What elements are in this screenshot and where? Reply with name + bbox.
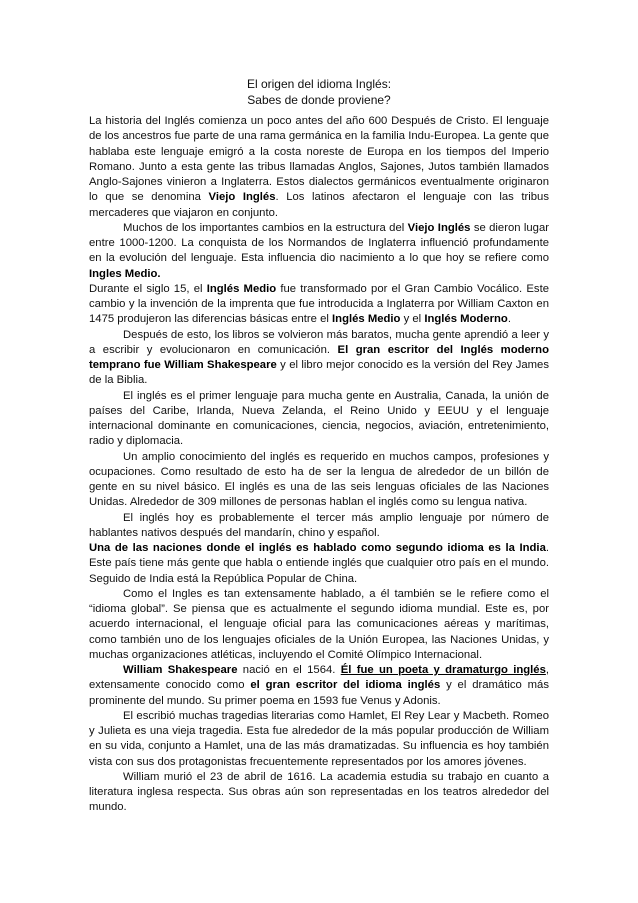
title-line-2: Sabes de donde proviene? bbox=[247, 93, 391, 107]
paragraph bbox=[89, 328, 549, 389]
paragraph-text: Muchos de los importantes cambios en la estructura del bbox=[123, 221, 408, 234]
bold-emphasis: Inglés Medio bbox=[206, 282, 277, 295]
paragraph-text: Después de esto, los libros se volvieron más baratos, mucha gente aprendió a leer y a escribir y evolucionaron en comunicación. bbox=[89, 328, 549, 356]
paragraph-text: William murió el 23 de abril de 1616. La academia estudia su trabajo en cuanto a literatura inglesa respecta. Sus obras aún son representadas en los teatros alrededor del mundo. bbox=[89, 770, 549, 814]
bold-emphasis: Viejo Inglés bbox=[407, 221, 471, 234]
paragraph bbox=[89, 282, 549, 328]
paragraph bbox=[89, 389, 549, 450]
bold-emphasis: Una de las naciones donde el inglés es hablado como segundo idioma es la India bbox=[89, 542, 546, 554]
bold-emphasis: El gran escritor del Inglés moderno temprano fue William Shakespeare bbox=[89, 343, 549, 371]
paragraph-text: nació en el 1564. bbox=[237, 664, 341, 676]
bold-emphasis: Él fue un poeta y dramaturgo inglés bbox=[340, 664, 546, 676]
paragraph-text: y el bbox=[400, 313, 425, 326]
paragraph bbox=[89, 114, 549, 221]
paragraph-text: El inglés es el primer lenguaje para mucha gente en Australia, Canada, la unión de países del Caribe, Irlanda, Nueva Zelanda, el Reino Unido y EEUU y el lenguaje internacional dominante en comunicaciones, ciencia, negocios, aviación, entretenimiento, radio y diplomacia. bbox=[89, 389, 549, 448]
paragraph bbox=[89, 541, 549, 587]
paragraph bbox=[89, 709, 549, 770]
paragraph bbox=[89, 663, 549, 709]
bold-emphasis: Inglés Medio bbox=[332, 313, 401, 326]
paragraph-text: Como el Ingles es tan extensamente hablado, a él también se le refiere como el “idioma global”. Se piensa que es actualmente el segundo idioma mundial. Este es, por acuerdo internacional, el lenguaje oficial para las comunicaciones aéreas y marítimas, como también uno de los lenguajes oficiales de la Unión Europea, las Naciones Unidas, y muchas organizaciones atléticas, incluyendo el Comité Olímpico Internacional. bbox=[89, 587, 549, 661]
paragraph-text: Un amplio conocimiento del inglés es requerido en muchos campos, profesiones y ocupaciones. Como resultado de esto ha de ser la lengua de alrededor de un billón de gente en su nivel básico. El inglés es una de las seis lenguas oficiales de las Naciones Unidas. Alrededor de 309 millones de personas hablan el inglés como su lengua nativa. bbox=[89, 450, 549, 509]
document-title bbox=[0, 76, 638, 108]
paragraph bbox=[89, 770, 549, 816]
paragraph bbox=[89, 221, 549, 282]
bold-emphasis: el gran escritor del idioma inglés bbox=[250, 679, 441, 692]
bold-emphasis: Viejo Inglés bbox=[208, 191, 276, 204]
paragraph bbox=[89, 450, 549, 511]
paragraph-text: Durante el siglo 15, el bbox=[89, 282, 207, 295]
title-line-1: El origen del idioma Inglés: bbox=[246, 77, 392, 91]
paragraph bbox=[89, 511, 549, 542]
bold-emphasis: Ingles Medio. bbox=[89, 267, 161, 280]
paragraph-text: El inglés hoy es probablemente el tercer más amplio lenguaje por número de hablantes nativos después del mandarín, chino y español. bbox=[89, 511, 549, 539]
paragraph-text: . bbox=[507, 313, 511, 326]
paragraph-text: . Los latinos afectaron el lenguaje con las tribus mercaderes que viajaron en conjunto. bbox=[89, 191, 549, 219]
bold-emphasis: Inglés Moderno bbox=[424, 313, 508, 326]
paragraph-text: La historia del Inglés comienza un poco antes del año 600 Después de Cristo. El lenguaje de los ancestros fue parte de una rama germánica en la familia Indu-Europea. La gente que hablaba este lenguaje emigró a la costa noreste de Europa en los tiempos del Imperio Romano. Junto a esta gente las tribus llamadas Anglos, Sajones, Jutos también llamados Anglo-Sajones vinieron a Inglaterra. Estos dialectos germánicos eventualmente originaron lo que se denomina bbox=[89, 115, 549, 204]
paragraph-text: fue transformado por el Gran Cambio Vocálico. Este cambio y la invención de la imprenta que fue introducida a Inglaterra por William Caxton en 1475 produjeron las diferencias básicas entre el bbox=[89, 282, 549, 326]
paragraph-text: El escribió muchas tragedias literarias como Hamlet, El Rey Lear y Macbeth. Romeo y Julieta es una vieja tragedia. Esta fue alrededor de la más popular producción de William en su vida, conjunto a Hamlet, una de las más dramatizadas. Su influencia es hoy también vista con sus dos protagonistas frecuentemente representados por los amores jóvenes. bbox=[89, 709, 549, 768]
paragraph-text: se dieron lugar entre 1000-1200. La conquista de los Normandos de Inglaterra influenció profundamente en la evolución del lenguaje. Esta influencia dio nacimiento a lo que hoy se refiere como bbox=[89, 221, 550, 265]
paragraph-text: y el libro mejor conocido es la versión del Rey James de la Biblia. bbox=[89, 359, 549, 387]
document-body bbox=[89, 114, 549, 816]
paragraph-text: , extensamente conocido como bbox=[89, 664, 550, 692]
paragraph-text: . Este país tiene más gente que habla o entiende inglés que cualquier otro país en el mundo. Seguido de India está la República Popular de China. bbox=[89, 542, 549, 585]
paragraph bbox=[89, 587, 549, 663]
bold-emphasis: William Shakespeare bbox=[123, 664, 238, 676]
paragraph-text: y el dramático más prominente del mundo. Su primer poema en 1593 fue Venus y Adonis. bbox=[89, 679, 549, 707]
